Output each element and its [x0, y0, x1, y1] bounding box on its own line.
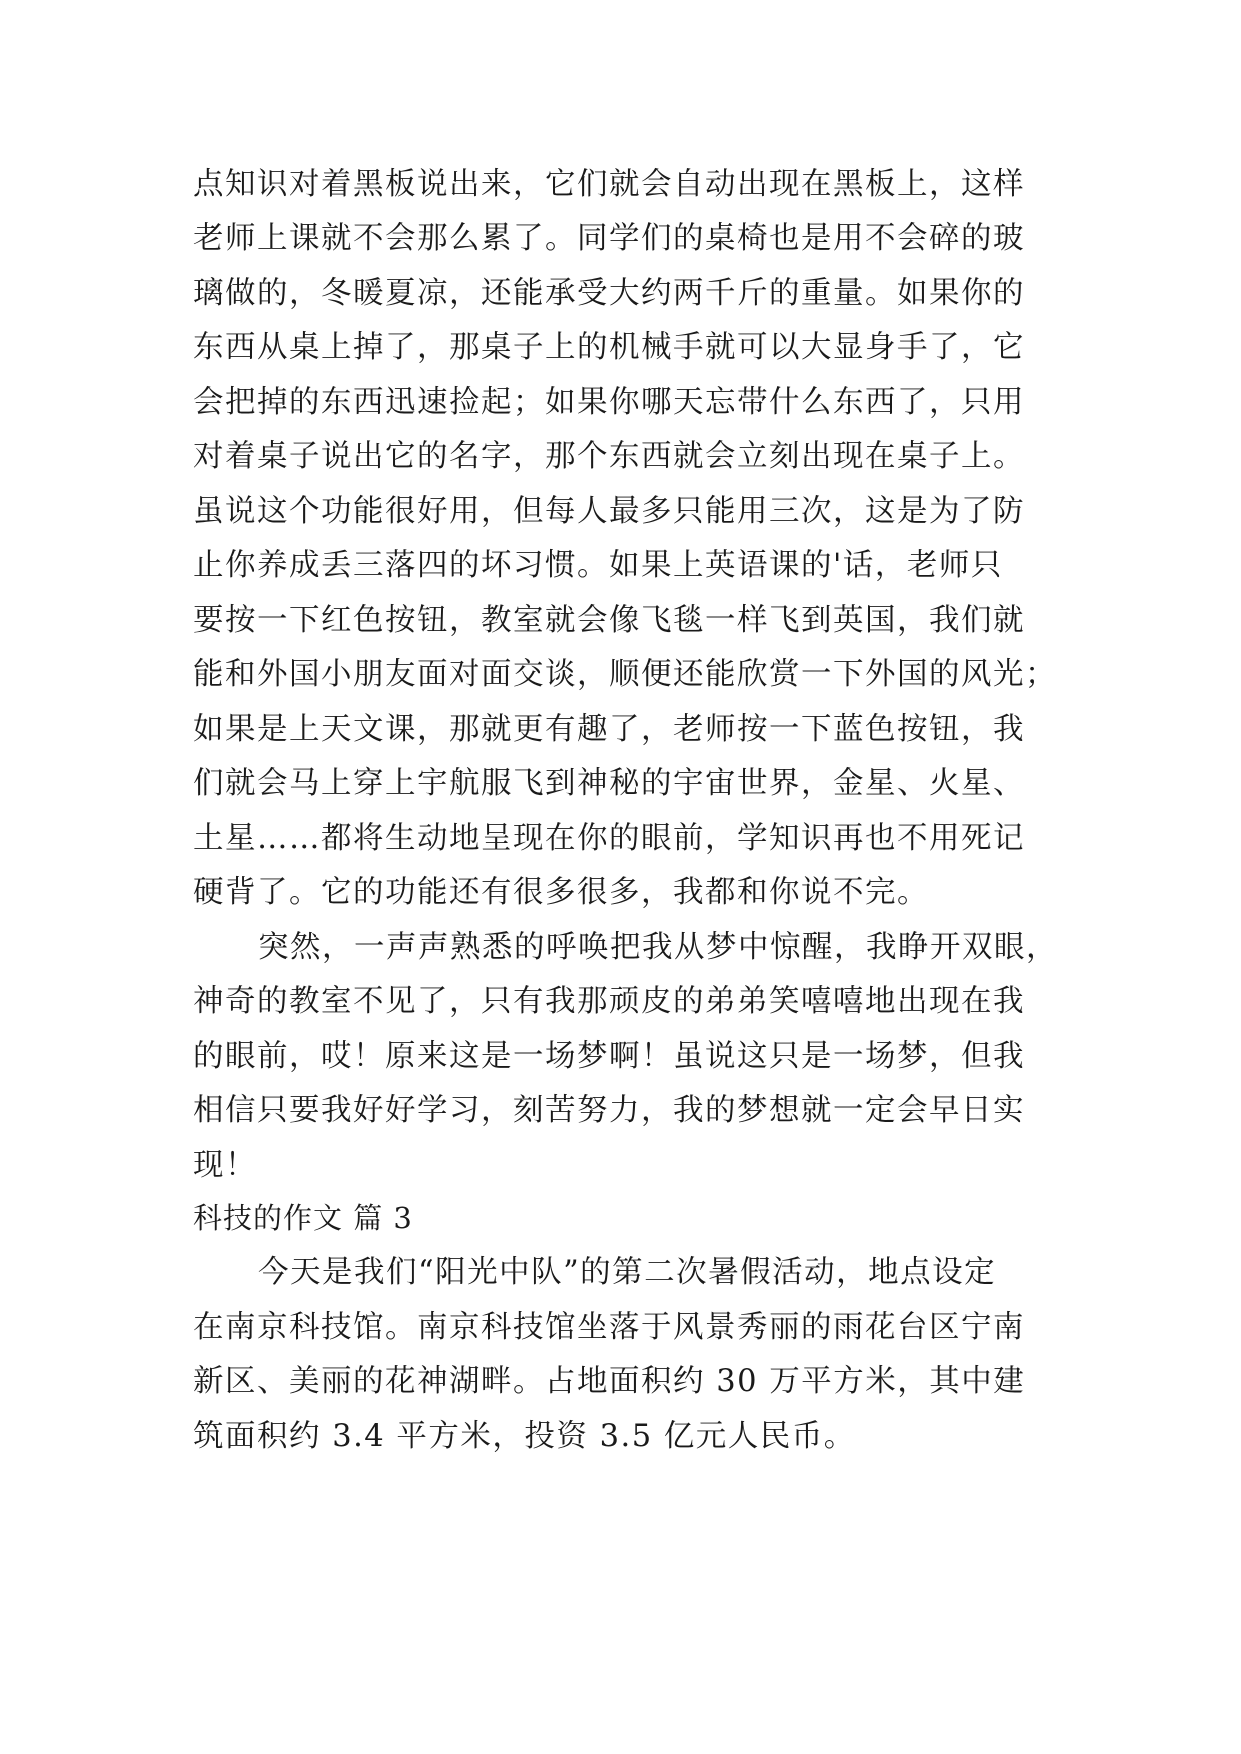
- paragraph-line: 会把掉的东西迅速捡起；如果你哪天忘带什么东西了，只用: [193, 385, 1025, 420]
- paragraph-line: 新区、美丽的花神湖畔。占地面积约 30 万平方米，其中建: [193, 1364, 1026, 1399]
- paragraph-line: 在南京科技馆。南京科技馆坐落于风景秀丽的雨花台区宁南: [193, 1310, 1025, 1345]
- paragraph-line: 们就会马上穿上宇航服飞到神秘的宇宙世界，金星、火星、: [193, 766, 1025, 801]
- paragraph-line: 筑面积约 3.4 平方米，投资 3.5 亿元人民币。: [193, 1419, 856, 1454]
- paragraph-line: 能和外国小朋友面对面交谈，顺便还能欣赏一下外国的风光；: [193, 657, 1057, 692]
- paragraph-line: 老师上课就不会那么累了。同学们的桌椅也是用不会碎的玻: [193, 221, 1025, 256]
- paragraph-line: 神奇的教室不见了，只有我那顽皮的弟弟笑嘻嘻地出现在我: [193, 984, 1025, 1019]
- section-heading: 科技的作文 篇 3: [193, 1201, 413, 1235]
- paragraph-line: 今天是我们“阳光中队”的第二次暑假活动，地点设定: [258, 1255, 997, 1290]
- paragraph-line: 土星……都将生动地呈现在你的眼前，学知识再也不用死记: [193, 821, 1025, 856]
- paragraph-line: 硬背了。它的功能还有很多很多，我都和你说不完。: [193, 875, 929, 910]
- paragraph-line: 璃做的，冬暖夏凉，还能承受大约两千斤的重量。如果你的: [193, 276, 1025, 311]
- paragraph-line: 止你养成丢三落四的坏习惯。如果上英语课的'话，老师只: [193, 548, 1003, 583]
- paragraph-line: 对着桌子说出它的名字，那个东西就会立刻出现在桌子上。: [193, 439, 1025, 474]
- paragraph-line: 要按一下红色按钮，教室就会像飞毯一样飞到英国，我们就: [193, 603, 1025, 638]
- paragraph-line: 的眼前，哎！原来这是一场梦啊！虽说这只是一场梦，但我: [193, 1039, 1025, 1074]
- paragraph-line: 相信只要我好好学习，刻苦努力，我的梦想就一定会早日实: [193, 1093, 1025, 1128]
- paragraph-line: 虽说这个功能很好用，但每人最多只能用三次，这是为了防: [193, 494, 1025, 529]
- paragraph-line: 点知识对着黑板说出来，它们就会自动出现在黑板上，这样: [193, 167, 1025, 202]
- paragraph-line: 现！: [193, 1148, 257, 1183]
- paragraph-line: 如果是上天文课，那就更有趣了，老师按一下蓝色按钮，我: [193, 712, 1025, 747]
- paragraph-line: 突然，一声声熟悉的呼唤把我从梦中惊醒，我睁开双眼，: [258, 930, 1058, 965]
- paragraph-line: 东西从桌上掉了，那桌子上的机械手就可以大显身手了，它: [193, 330, 1025, 365]
